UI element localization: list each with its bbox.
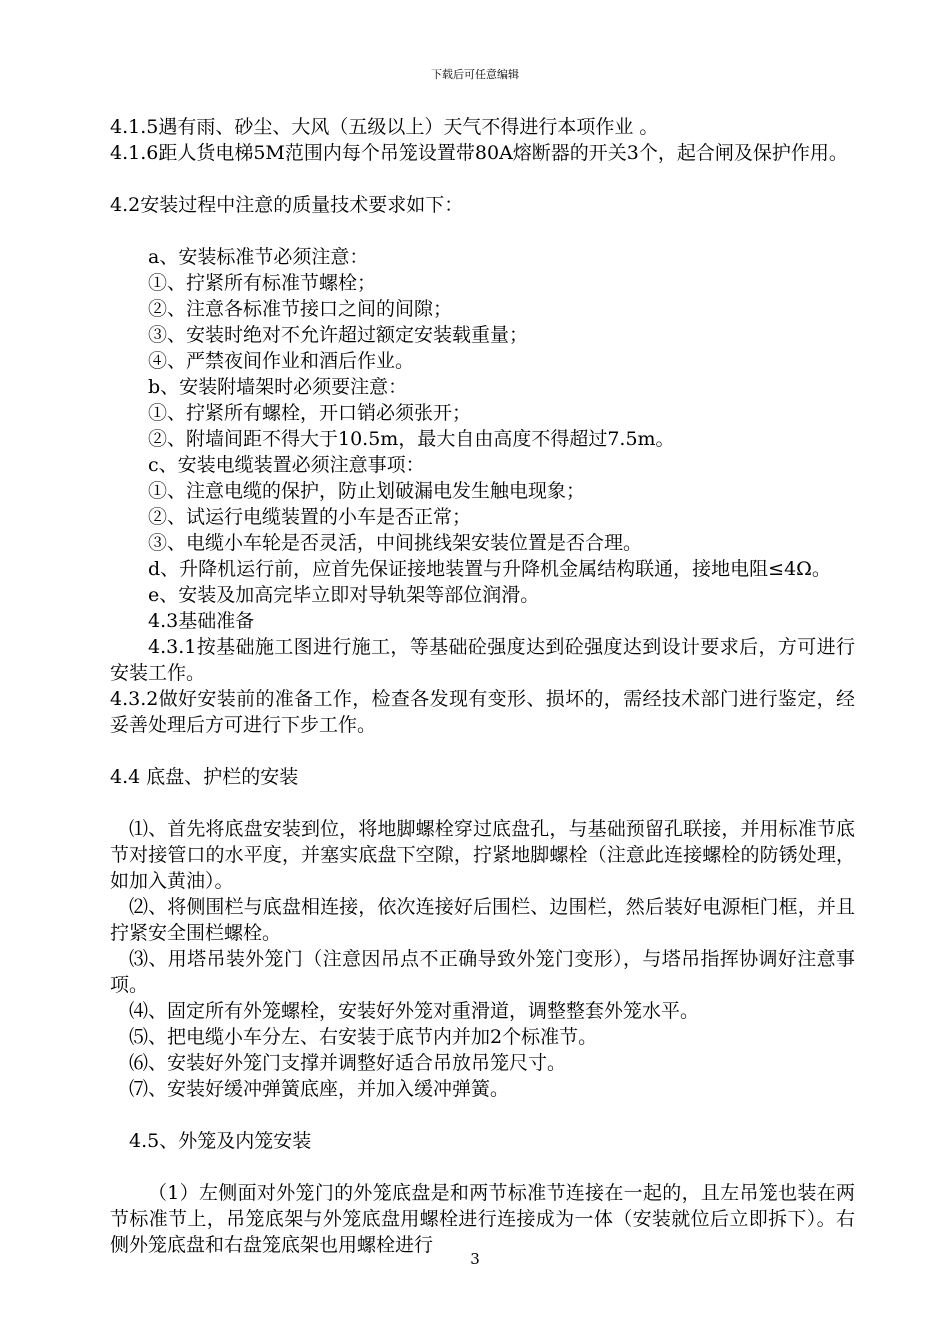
item-b-2: ②、附墙间距不得大于10.5m，最大自由高度不得超过7.5m。	[148, 428, 675, 450]
para-4-3-2: 4.3.2做好安装前的准备工作，检查各发现有变形、损坏的，需经技术部门进行鉴定，经妥善处理后方可进行下步工作。	[110, 688, 855, 736]
step-1: ⑴、首先将底盘安装到位，将地脚螺栓穿过底盘孔，与基础预留孔联接，并用标准节底节对接管口的水平度，并塞实底盘下空隙，拧紧地脚螺栓（注意此连接螺栓的防锈处理，如加入黄油）。	[110, 818, 855, 892]
para-4-5-1: （1）左侧面对外笼门的外笼底盘是和两节标准节连接在一起的，且左吊笼也装在两节标准节上，吊笼底架与外笼底盘用螺栓进行连接成为一体（安装就位后立即拆下）。右侧外笼底盘和右盘笼底架也用螺栓进行	[110, 1182, 855, 1256]
item-a-1: ①、拧紧所有标准节螺栓；	[148, 272, 377, 294]
heading-4-5: 4.5、外笼及内笼安装	[129, 1130, 312, 1152]
step-6: ⑹、安装好外笼门支撑并调整好适合吊放吊笼尺寸。	[129, 1052, 567, 1074]
document-body	[110, 114, 855, 1258]
item-c: c、安装电缆装置必须注意事项：	[148, 454, 425, 476]
page-header: 下载后可任意编辑	[431, 68, 519, 81]
item-a-3: ③、安装时绝对不允许超过额定安装载重量；	[148, 324, 529, 346]
step-4: ⑷、固定所有外笼螺栓，安装好外笼对重滑道，调整整套外笼水平。	[129, 1000, 700, 1022]
item-c-2: ②、试运行电缆装置的小车是否正常；	[148, 506, 472, 528]
para-4-1-5: 4.1.5遇有雨、砂尘、大风（五级以上）天气不得进行本项作业 。	[110, 116, 659, 138]
item-c-3: ③、电缆小车轮是否灵活，中间挑线架安装位置是否合理。	[148, 532, 643, 554]
heading-4-3: 4.3基础准备	[148, 610, 255, 632]
heading-4-2: 4.2安装过程中注意的质量技术要求如下：	[110, 194, 464, 216]
item-b-1: ①、拧紧所有螺栓，开口销必须张开；	[148, 402, 472, 424]
page-number: 3	[470, 1250, 480, 1268]
item-a: a、安装标准节必须注意：	[148, 246, 369, 268]
heading-4-4: 4.4 底盘、护栏的安装	[110, 766, 299, 788]
step-7: ⑺、安装好缓冲弹簧底座，并加入缓冲弹簧。	[129, 1078, 510, 1100]
step-3: ⑶、用塔吊装外笼门（注意因吊点不正确导致外笼门变形），与塔吊指挥协调好注意事项。	[110, 948, 855, 996]
step-5: ⑸、把电缆小车分左、右安装于底节内并加2个标准节。	[129, 1026, 598, 1048]
para-4-3-1: 4.3.1按基础施工图进行施工，等基础砼强度达到砼强度达到设计要求后，方可进行安装工作。	[110, 636, 855, 684]
step-2: ⑵、将侧围栏与底盘相连接，依次连接好后围栏、边围栏，然后装好电源柜门框，并且拧紧安全围栏螺栓。	[110, 896, 855, 944]
item-e: e、安装及加高完毕立即对导轨架等部位润滑。	[148, 584, 540, 606]
item-c-1: ①、注意电缆的保护，防止划破漏电发生触电现象；	[148, 480, 586, 502]
para-4-1-6: 4.1.6距人货电梯5M范围内每个吊笼设置带80A熔断器的开关3个，起合闸及保护作用。	[110, 142, 848, 164]
item-a-4: ④、严禁夜间作业和酒后作业。	[148, 350, 415, 372]
item-b: b、安装附墙架时必须要注意：	[148, 376, 408, 398]
item-d: d、升降机运行前，应首先保证接地装置与升降机金属结构联通，接地电阻≤4Ω。	[148, 558, 831, 580]
item-a-2: ②、注意各标准节接口之间的间隙；	[148, 298, 453, 320]
